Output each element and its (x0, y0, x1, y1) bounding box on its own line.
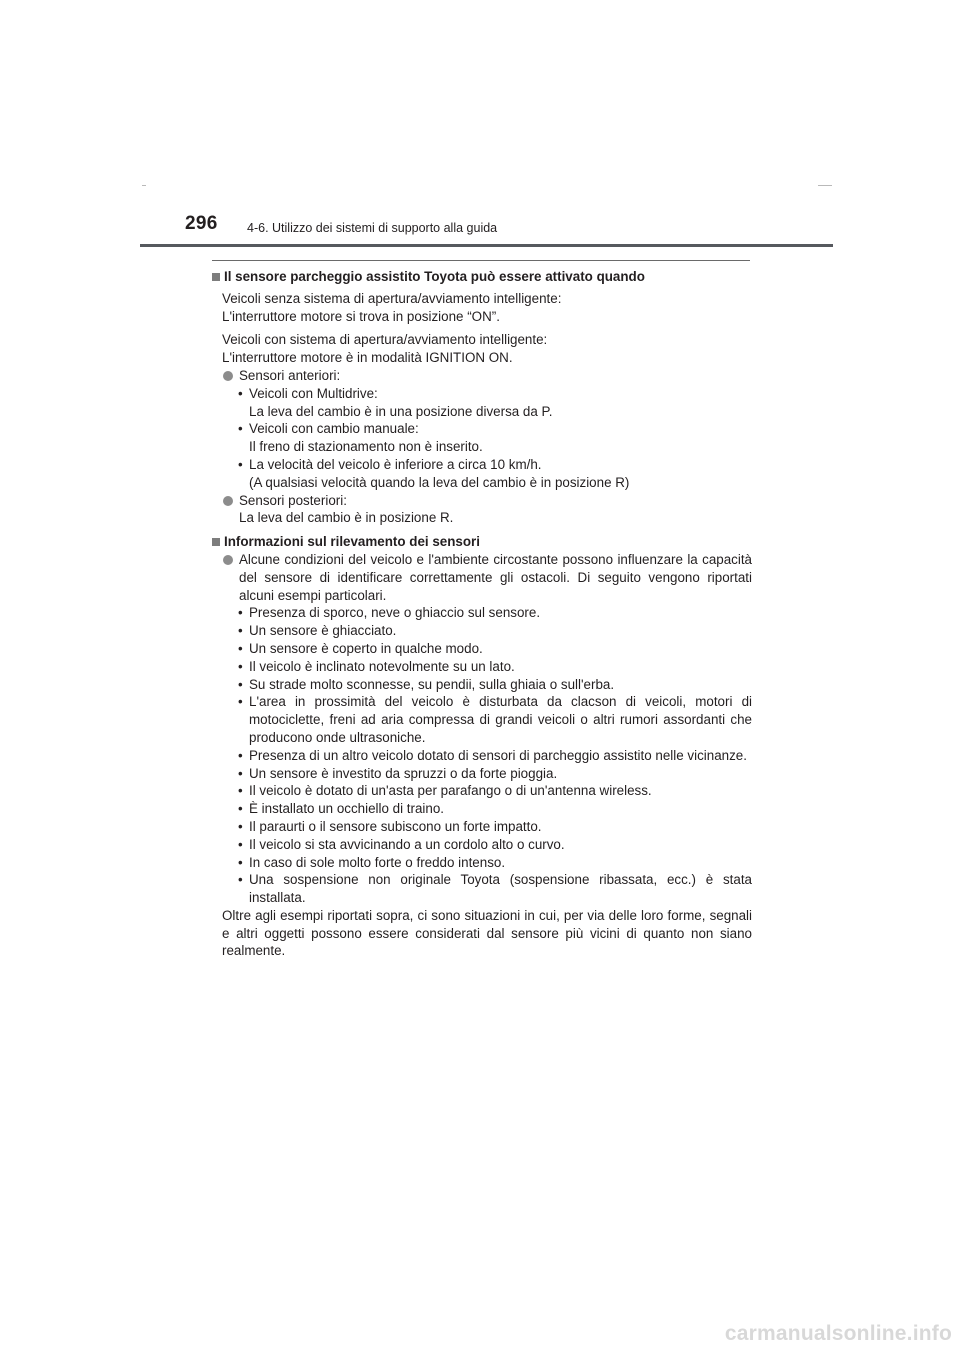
detection-intro-text: Alcune condizioni del veicolo e l'ambiente circostante possono influenzare la capacità del sensore di identificare correttamente gli ostacoli. Di seguito vengono riportati alcuni esempi particolari. (239, 551, 752, 603)
bullet-mark: • (238, 421, 243, 437)
paragraph-no-smart-key (222, 290, 752, 326)
list-item (212, 800, 752, 818)
list-item-text: Il veicolo è inclinato notevolmente su un lato. (249, 658, 515, 674)
bullet-mark: • (238, 801, 243, 817)
list-item-line: Veicoli con cambio manuale: (249, 421, 419, 437)
list-item (212, 871, 752, 907)
bullet-mark: • (238, 385, 243, 401)
section-title: 4-6. Utilizzo dei sistemi di supporto alla guida (247, 221, 498, 235)
section-heading-text: Il sensore parcheggio assistito Toyota può essere attivato quando (224, 269, 645, 284)
list-item-text: Presenza di un altro veicolo dotato di sensori di parcheggio assistito nelle vicinanze. (249, 747, 747, 763)
header-rule (140, 244, 833, 247)
bullet-mark: • (238, 694, 243, 710)
paragraph-line: Veicoli con sistema di apertura/avviamento intelligente: (222, 332, 548, 348)
list-item-line: (A qualsiasi velocità quando la leva del cambio è in posizione R) (249, 474, 630, 490)
page-number: 296 (185, 213, 218, 234)
front-sensors-title: Sensori anteriori: (239, 367, 341, 383)
list-item-text: Il paraurti o il sensore subiscono un forte impatto. (249, 818, 542, 834)
bullet-mark: • (238, 854, 243, 870)
list-item (212, 676, 752, 694)
list-item (212, 818, 752, 836)
rear-sensors-item (212, 492, 752, 528)
crop-mark-left (142, 185, 146, 186)
bullet-mark: • (238, 456, 243, 472)
circle-bullet-icon (223, 496, 233, 506)
list-item (212, 640, 752, 658)
square-bullet-icon (212, 273, 220, 281)
list-item-line: Veicoli con Multidrive: (249, 385, 378, 401)
list-item (212, 782, 752, 800)
page-content (212, 268, 752, 960)
list-item-line: Il freno di stazionamento non è inserito. (249, 439, 483, 455)
list-item-text: L'area in prossimità del veicolo è disturbata da clacson di veicoli, motori di motociclette, freni ad aria compressa di grandi veicoli o altri rumori assordanti che producono onde ultrasoniche. (249, 694, 752, 745)
list-item-text: Un sensore è ghiacciato. (249, 623, 397, 639)
paragraph-line: L'interruttore motore si trova in posizione “ON”. (222, 308, 500, 324)
list-item-text: È installato un occhiello di traino. (249, 801, 445, 817)
list-item-text: In caso di sole molto forte o freddo intenso. (249, 854, 506, 870)
bullet-mark: • (238, 658, 243, 674)
bullet-mark: • (238, 747, 243, 763)
section-heading-detection (212, 533, 752, 551)
bullet-mark: • (238, 623, 243, 639)
bullet-mark: • (238, 640, 243, 656)
front-sensors-list (212, 385, 752, 492)
paragraph-smart-key (222, 331, 752, 367)
section-heading-activation (212, 268, 752, 286)
list-item (212, 658, 752, 676)
list-item (212, 622, 752, 640)
list-item (212, 854, 752, 872)
list-item (212, 836, 752, 854)
rear-sensors-text: La leva del cambio è in posizione R. (239, 510, 454, 526)
front-sensors-item (212, 367, 752, 385)
rear-sensors-title: Sensori posteriori: (239, 492, 347, 508)
list-item-text: Un sensore è investito da spruzzi o da forte pioggia. (249, 765, 558, 781)
list-item (212, 693, 752, 746)
list-item (212, 385, 752, 421)
list-item-line: La leva del cambio è in una posizione diversa da P. (249, 403, 553, 419)
section-heading-text: Informazioni sul rilevamento dei sensori (224, 534, 480, 550)
list-item-text: Il veicolo è dotato di un'asta per parafango o di un'antenna wireless. (249, 783, 652, 799)
circle-bullet-icon (223, 371, 233, 381)
bullet-mark: • (238, 605, 243, 621)
list-item (212, 456, 752, 492)
list-item-line: La velocità del veicolo è inferiore a circa 10 km/h. (249, 456, 542, 472)
detection-intro (212, 551, 752, 604)
watermark[interactable]: carmanualsonline.info (724, 1322, 952, 1345)
bullet-mark: • (238, 783, 243, 799)
list-item-text: Una sospensione non originale Toyota (sospensione ribassata, ecc.) è stata installata. (249, 872, 752, 906)
paragraph-line: L'interruttore motore è in modalità IGNITION ON. (222, 350, 513, 366)
bullet-mark: • (238, 872, 243, 888)
list-item (212, 765, 752, 783)
crop-mark-right (818, 185, 832, 186)
list-item-text: Un sensore è coperto in qualche modo. (249, 640, 483, 656)
list-item (212, 420, 752, 456)
list-item-text: Il veicolo si sta avvicinando a un cordolo alto o curvo. (249, 836, 565, 852)
square-bullet-icon (212, 538, 220, 546)
list-item (212, 604, 752, 622)
closing-paragraph: Oltre agli esempi riportati sopra, ci sono situazioni in cui, per via delle loro forme, segnali e altri oggetti possono essere considerati dal sensore più vicini di quanto non siano realmente. (222, 907, 752, 959)
list-item (212, 747, 752, 765)
detection-conditions-list (212, 604, 752, 907)
list-item-text: Su strade molto sconnesse, su pendii, sulla ghiaia o sull'erba. (249, 676, 615, 692)
bullet-mark: • (238, 818, 243, 834)
paragraph-line: Veicoli senza sistema di apertura/avviamento intelligente: (222, 290, 562, 306)
circle-bullet-icon (223, 555, 233, 565)
bullet-mark: • (238, 836, 243, 852)
content-rule (212, 260, 750, 261)
bullet-mark: • (238, 676, 243, 692)
list-item-text: Presenza di sporco, neve o ghiaccio sul sensore. (249, 605, 541, 621)
bullet-mark: • (238, 765, 243, 781)
